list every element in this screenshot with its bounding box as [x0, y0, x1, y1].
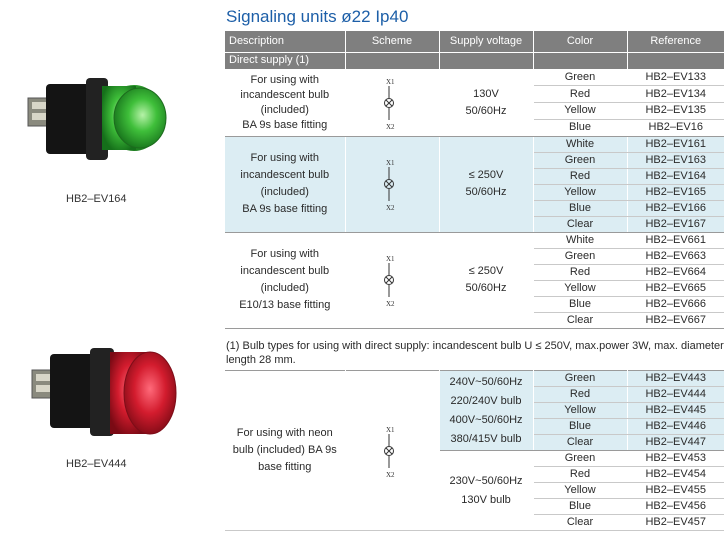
table-row [225, 136, 724, 152]
reference-cell: HB2–EV661 [627, 232, 724, 248]
reference-cell: HB2–EV165 [627, 184, 724, 200]
reference-cell: HB2–EV454 [627, 467, 724, 483]
column-header-reference: Reference [627, 31, 724, 52]
supply-voltage-cell: 230V~50/60Hz 130V bulb [439, 451, 533, 531]
reference-cell: HB2–EV167 [627, 216, 724, 232]
reference-cell: HB2–EV663 [627, 248, 724, 264]
lamp-symbol-icon [382, 76, 402, 130]
reference-cell: HB2–EV664 [627, 264, 724, 280]
scheme-cell [345, 232, 439, 328]
product-image-green [22, 68, 182, 168]
table-row [225, 69, 724, 86]
description-cell: For using with incandescent bulb (included) BA 9s base fitting [225, 69, 345, 136]
scheme-cell [345, 69, 439, 136]
table-row [225, 232, 724, 248]
description-cell: For using with incandescent bulb (included) BA 9s base fitting [225, 136, 345, 232]
svg-text:X2: X2 [386, 204, 395, 211]
reference-cell: HB2–EV453 [627, 451, 724, 467]
reference-cell: HB2–EV447 [627, 435, 724, 451]
color-cell: Red [533, 467, 627, 483]
reference-cell: HB2–EV457 [627, 515, 724, 531]
reference-cell: HB2–EV456 [627, 499, 724, 515]
color-cell: White [533, 136, 627, 152]
supply-voltage-cell: ≤ 250V 50/60Hz [439, 232, 533, 328]
reference-cell: HB2–EV135 [627, 103, 724, 120]
scheme-cell [345, 371, 439, 531]
column-header-scheme: Scheme [345, 31, 439, 52]
svg-text:X1: X1 [386, 255, 395, 263]
color-cell: Blue [533, 296, 627, 312]
svg-text:X1: X1 [386, 425, 395, 434]
table-row [225, 371, 724, 387]
product-image-red [30, 340, 190, 448]
reference-cell: HB2–EV163 [627, 152, 724, 168]
reference-cell: HB2–EV665 [627, 280, 724, 296]
svg-text:X1: X1 [386, 159, 395, 167]
supply-voltage-cell: 240V~50/60Hz 220/240V bulb 400V~50/60Hz 380/415V bulb [439, 371, 533, 451]
color-cell: Blue [533, 200, 627, 216]
color-cell: Clear [533, 435, 627, 451]
color-cell: Green [533, 371, 627, 387]
reference-cell: HB2–EV455 [627, 483, 724, 499]
color-cell: Red [533, 168, 627, 184]
reference-cell: HB2–EV666 [627, 296, 724, 312]
color-cell: Yellow [533, 280, 627, 296]
reference-cell: HB2–EV16 [627, 119, 724, 136]
table-header-row [225, 31, 724, 52]
neon-units-table [225, 370, 724, 531]
reference-cell: HB2–EV445 [627, 403, 724, 419]
reference-cell: HB2–EV443 [627, 371, 724, 387]
reference-cell: HB2–EV134 [627, 86, 724, 103]
description-cell: For using with neon bulb (included) BA 9s base fitting [225, 371, 345, 531]
color-cell: Blue [533, 499, 627, 515]
color-cell: Green [533, 248, 627, 264]
color-cell: Blue [533, 119, 627, 136]
color-cell: Green [533, 69, 627, 86]
reference-cell: HB2–EV667 [627, 312, 724, 328]
section-title-direct-supply: Direct supply (1) [225, 52, 345, 69]
lamp-symbol-icon [382, 424, 402, 478]
svg-text:X2: X2 [386, 300, 395, 307]
svg-text:X2: X2 [386, 470, 395, 478]
color-cell: Yellow [533, 103, 627, 120]
color-cell: Yellow [533, 403, 627, 419]
color-cell: Yellow [533, 184, 627, 200]
color-cell: Yellow [533, 483, 627, 499]
svg-text:X2: X2 [386, 122, 395, 130]
description-cell: For using with incandescent bulb (included) E10/13 base fitting [225, 232, 345, 328]
product-label: HB2–EV444 [66, 458, 127, 470]
svg-text:X1: X1 [386, 77, 395, 86]
footnote: (1) Bulb types for using with direct supply: incandescent bulb U ≤ 250V, max.power 3W, max. diameter length 28 mm. [226, 340, 724, 366]
color-cell: Red [533, 264, 627, 280]
color-cell: Green [533, 451, 627, 467]
supply-voltage-cell: 130V 50/60Hz [439, 69, 533, 136]
reference-cell: HB2–EV133 [627, 69, 724, 86]
table-subheader-row [225, 52, 724, 69]
color-cell: Red [533, 86, 627, 103]
color-cell: White [533, 232, 627, 248]
product-label: HB2–EV164 [66, 193, 127, 205]
reference-cell: HB2–EV166 [627, 200, 724, 216]
reference-cell: HB2–EV446 [627, 419, 724, 435]
color-cell: Clear [533, 216, 627, 232]
lamp-symbol-icon [382, 253, 402, 307]
lamp-symbol-icon [382, 157, 402, 211]
color-cell: Clear [533, 515, 627, 531]
column-header-description: Description [225, 31, 345, 52]
reference-cell: HB2–EV164 [627, 168, 724, 184]
reference-cell: HB2–EV161 [627, 136, 724, 152]
column-header-color: Color [533, 31, 627, 52]
color-cell: Red [533, 387, 627, 403]
page-title: Signaling units ø22 Ip40 [226, 7, 409, 26]
color-cell: Green [533, 152, 627, 168]
color-cell: Clear [533, 312, 627, 328]
reference-cell: HB2–EV444 [627, 387, 724, 403]
supply-voltage-cell: ≤ 250V 50/60Hz [439, 136, 533, 232]
color-cell: Blue [533, 419, 627, 435]
scheme-cell [345, 136, 439, 232]
signaling-units-table [225, 31, 724, 329]
column-header-supply-voltage: Supply voltage [439, 31, 533, 52]
